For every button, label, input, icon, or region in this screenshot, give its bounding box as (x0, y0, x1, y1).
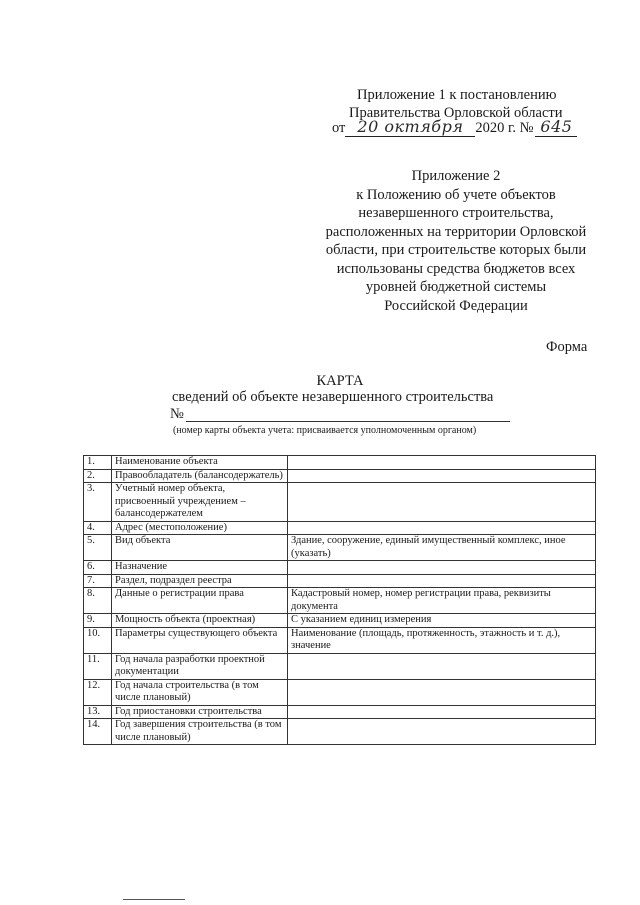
appendix-2-line: Приложение 2 (411, 168, 501, 184)
forma-label: Форма (546, 339, 588, 355)
appendix-2-block (296, 167, 616, 315)
row-number: 1. (84, 456, 112, 470)
row-value (288, 469, 596, 483)
table-row (84, 588, 596, 614)
row-number: 3. (84, 483, 112, 522)
row-number: 9. (84, 614, 112, 628)
row-value (288, 719, 596, 745)
row-number: 5. (84, 535, 112, 561)
row-number: 2. (84, 469, 112, 483)
appendix-2-line: к Положению об учете объектов (356, 186, 556, 203)
appendix-2-line: области, при строительстве которых были (325, 242, 587, 258)
row-value: Здание, сооружение, единый имущественный комплекс, иное (указать) (288, 535, 596, 561)
card-title: КАРТА (316, 373, 364, 389)
row-name: Год завершения строительства (в том числе плановый) (112, 719, 288, 745)
row-value (288, 483, 596, 522)
header-line-2: Правительства Орловской области (349, 105, 563, 121)
row-name: Назначение (112, 561, 288, 575)
table-row (84, 679, 596, 705)
row-number: 4. (84, 521, 112, 535)
header-date-line (332, 118, 577, 138)
table-row (84, 561, 596, 575)
row-number: 7. (84, 574, 112, 588)
card-subtitle: сведений об объекте незавершенного строительства (172, 389, 494, 405)
appendix-2-line: расположенных на территории Орловской (325, 223, 587, 240)
row-value (288, 456, 596, 470)
row-name: Мощность объекта (проектная) (112, 614, 288, 628)
row-name: Вид объекта (112, 535, 288, 561)
row-name: Год приостановки строительства (112, 705, 288, 719)
table-row (84, 483, 596, 522)
row-name: Учетный номер объекта, присвоенный учреждением – балансодержателем (112, 483, 288, 522)
row-value: Наименование (площадь, протяженность, этажность и т. д.), значение (288, 627, 596, 653)
row-name: Раздел, подраздел реестра (112, 574, 288, 588)
header-year-text: 2020 г. № (475, 120, 534, 136)
header-line-1: Приложение 1 к постановлению (357, 87, 557, 103)
appendix-2-line: уровней бюджетной системы (365, 279, 547, 295)
row-value (288, 705, 596, 719)
row-name: Наименование объекта (112, 456, 288, 470)
row-number: 11. (84, 653, 112, 679)
table-row (84, 705, 596, 719)
row-number: 13. (84, 705, 112, 719)
row-number: 10. (84, 627, 112, 653)
row-value (288, 521, 596, 535)
row-value (288, 561, 596, 575)
card-number-sign: № (170, 406, 184, 422)
table-row (84, 719, 596, 745)
table-row (84, 627, 596, 653)
table-row (84, 653, 596, 679)
row-number: 8. (84, 588, 112, 614)
appendix-2-line: Российской Федерации (384, 297, 528, 314)
card-number-note: (номер карты объекта учета: присваивается уполномоченным органом) (173, 425, 477, 436)
card-number-line (186, 421, 510, 422)
table-row (84, 456, 596, 470)
row-number: 12. (84, 679, 112, 705)
row-value: Кадастровый номер, номер регистрации права, реквизиты документа (288, 588, 596, 614)
row-value: С указанием единиц измерения (288, 614, 596, 628)
row-name: Год начала строительства (в том числе плановый) (112, 679, 288, 705)
table-row (84, 469, 596, 483)
row-number: 6. (84, 561, 112, 575)
footnote-separator (123, 899, 185, 900)
row-value (288, 574, 596, 588)
row-name: Правообладатель (балансодержатель) (112, 469, 288, 483)
row-name: Параметры существующего объекта (112, 627, 288, 653)
header-from-prefix: от (332, 120, 346, 136)
object-card-table (83, 455, 596, 745)
row-name: Данные о регистрации права (112, 588, 288, 614)
row-name: Год начала разработки проектной документации (112, 653, 288, 679)
table-row (84, 614, 596, 628)
appendix-2-line: незавершенного строительства, (358, 205, 554, 221)
appendix-2-line: использованы средства бюджетов всех (336, 260, 576, 277)
row-value (288, 679, 596, 705)
handwritten-date: 20 октября (345, 118, 475, 137)
table-row (84, 521, 596, 535)
table-row (84, 535, 596, 561)
row-value (288, 653, 596, 679)
row-number: 14. (84, 719, 112, 745)
handwritten-number: 645 (535, 118, 577, 137)
table-row (84, 574, 596, 588)
row-name: Адрес (местоположение) (112, 521, 288, 535)
